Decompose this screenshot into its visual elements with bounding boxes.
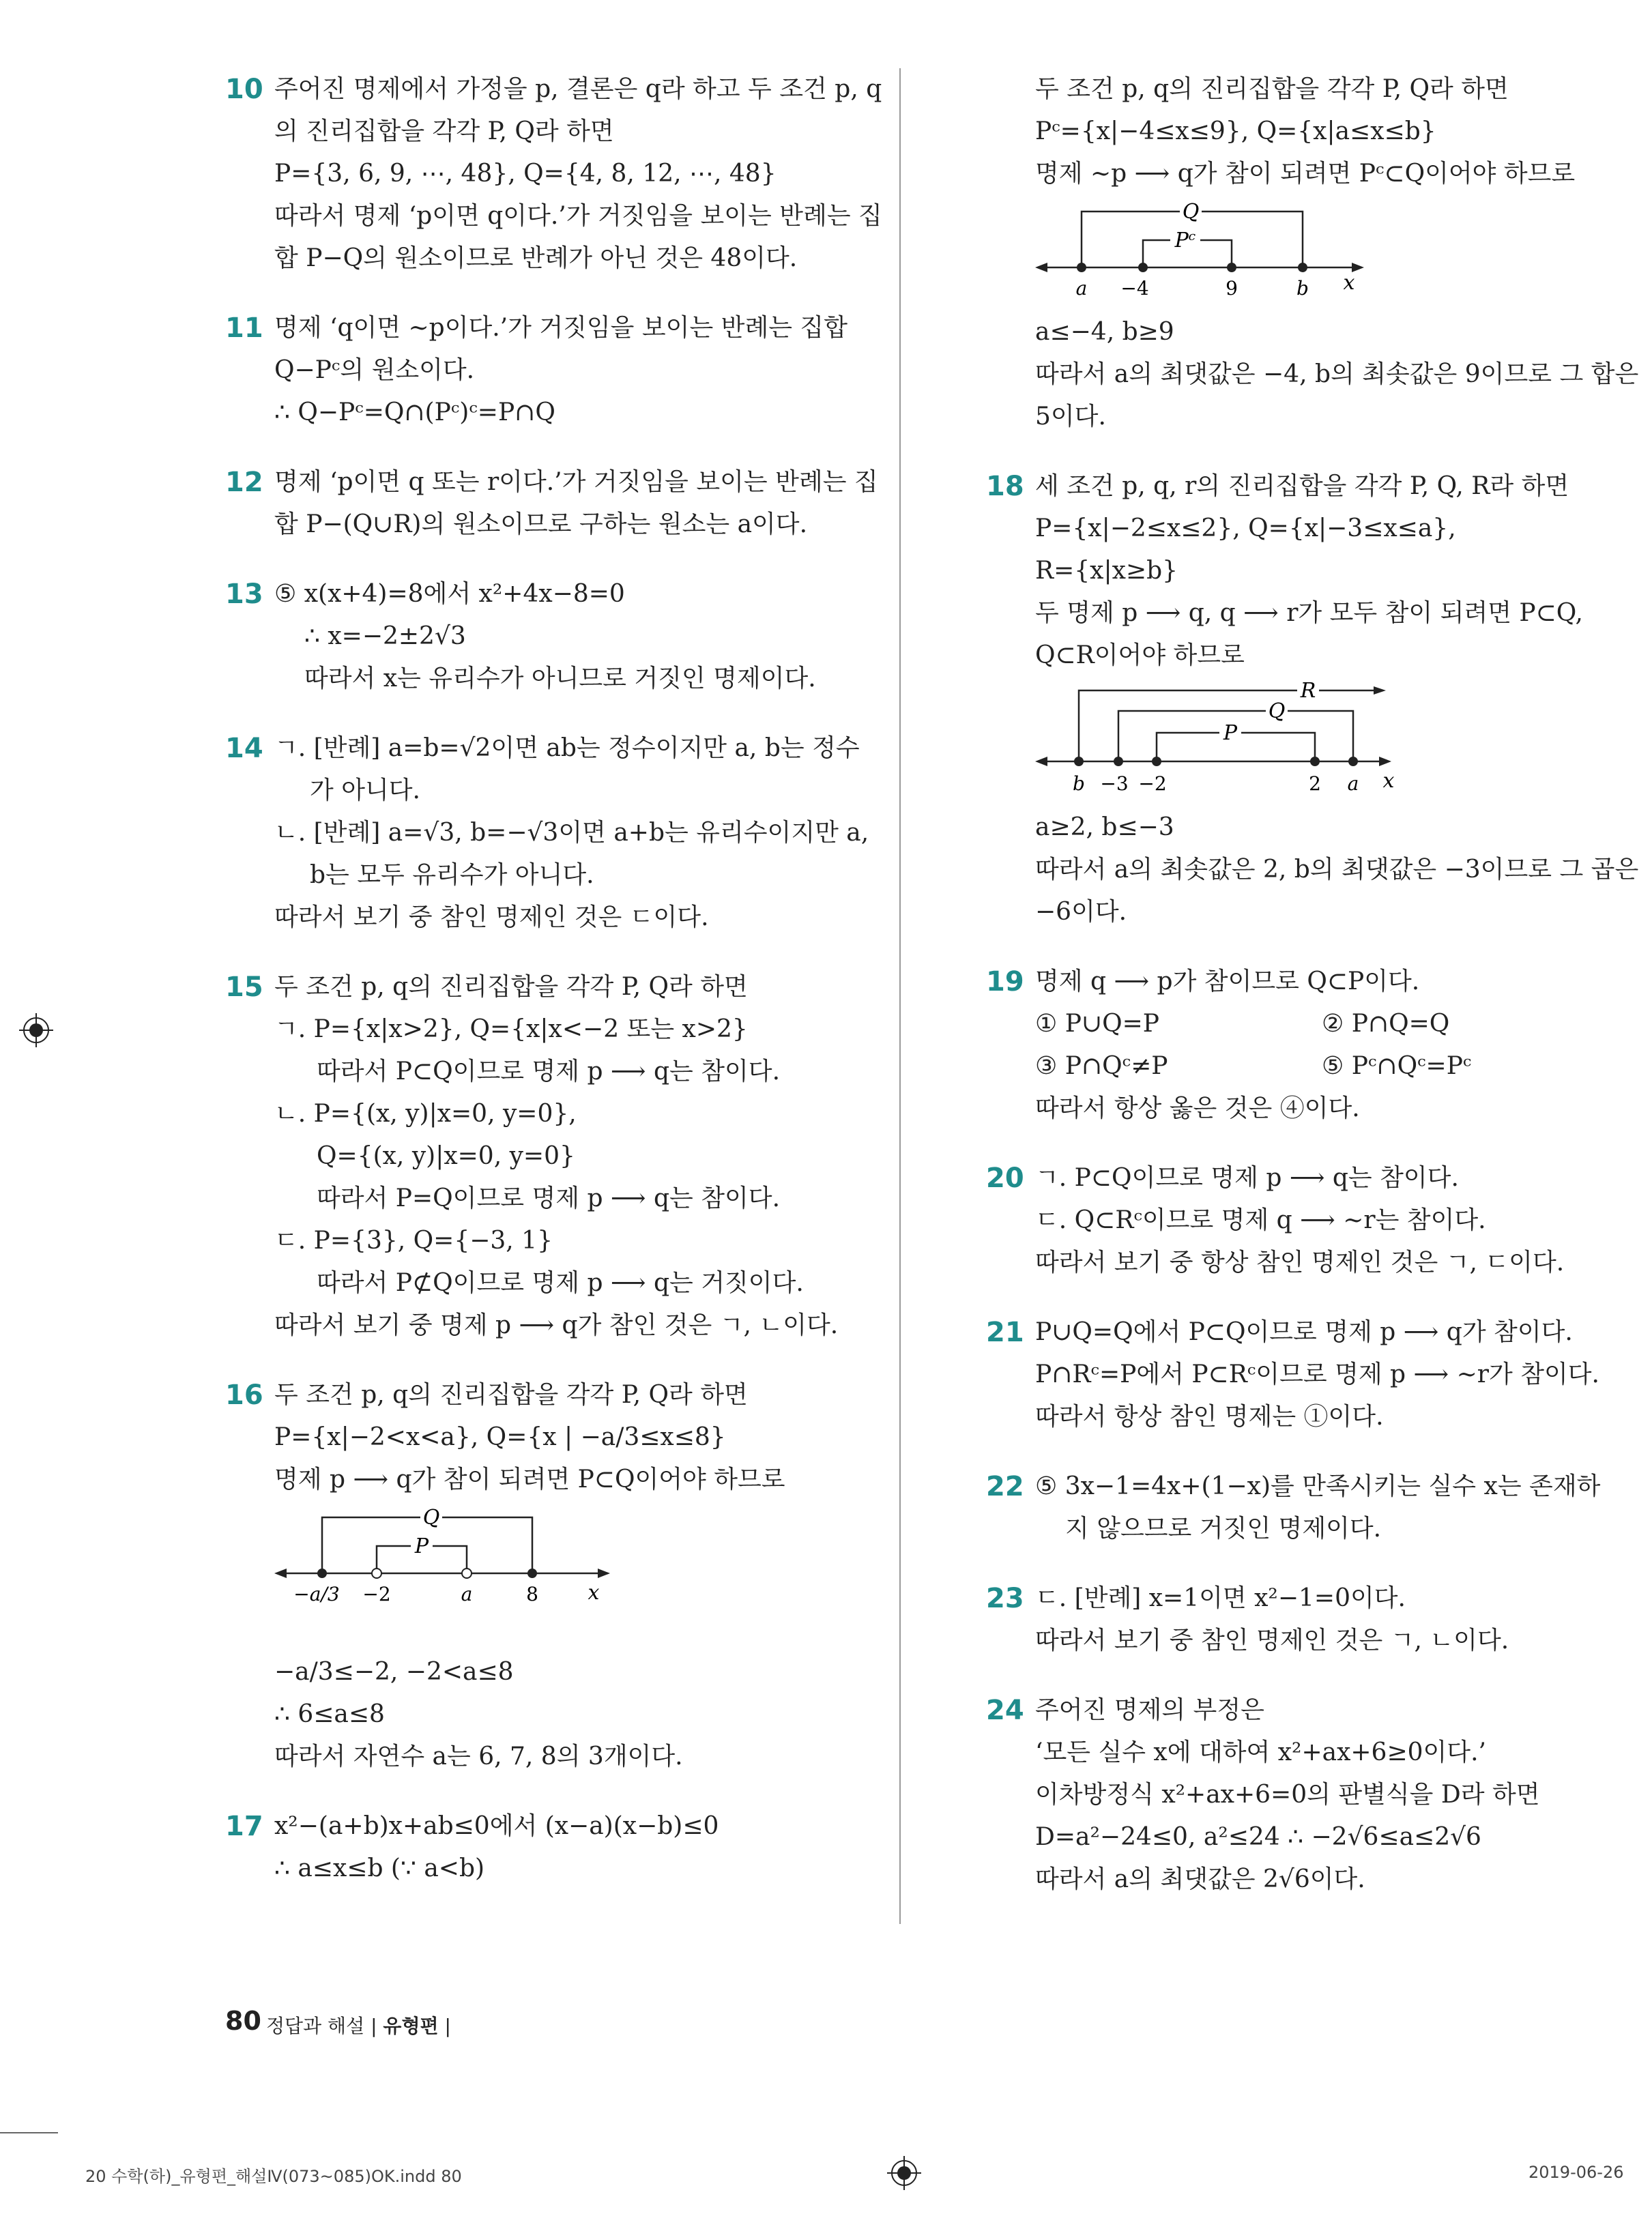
problem-18	[986, 465, 1639, 933]
solution-line: P={x|−2≤x≤2}, Q={x|−3≤x≤a},	[1035, 514, 1456, 542]
solution-line: ⑤ x(x+4)=8에서 x²+4x−8=0	[274, 580, 625, 608]
crop-mark	[0, 2132, 58, 2133]
tick-label: b	[1296, 277, 1309, 300]
solution-line: 두 조건 p, q의 진리집합을 각각 P, Q라 하면	[1035, 75, 1509, 103]
problem-number: 18	[986, 471, 1024, 502]
solution-line: 따라서 P⊂Q이므로 명제 p ⟶ q는 참이다.	[317, 1058, 781, 1085]
set-label-q: Q	[1268, 699, 1286, 723]
problem-15	[225, 966, 867, 1347]
axis-label: x	[1382, 769, 1395, 793]
solution-line: Q⊂R이어야 하므로	[1035, 641, 1245, 669]
solution-line: ㄱ. P={x|x>2}, Q={x|x<−2 또는 x>2}	[274, 1015, 748, 1043]
solution-line: P∪Q=Q에서 P⊂Q이므로 명제 p ⟶ q가 참이다.	[1035, 1318, 1573, 1346]
solution-line: ∴ Q−Pᶜ=Q∩(Pᶜ)ᶜ=P∩Q	[274, 398, 555, 426]
solution-line: 합 P−(Q∪R)의 원소이므로 구하는 원소는 a이다.	[274, 510, 808, 538]
print-slug-filename: 20 수학(하)_유형편_해설Ⅳ(073~085)OK.indd 80	[85, 2167, 462, 2186]
page-number: 80	[225, 2006, 261, 2036]
choice: ① P∪Q=P	[1035, 1010, 1160, 1038]
solution-line: 주어진 명제에서 가정을 p, 결론은 q라 하고 두 조건 p, q	[274, 75, 882, 103]
solution-line: 따라서 자연수 a는 6, 7, 8의 3개이다.	[274, 1743, 683, 1770]
problem-number: 14	[225, 733, 263, 764]
solution-line: a≥2, b≤−3	[1035, 813, 1174, 841]
solution-line: ㄷ. P={3}, Q={−3, 1}	[274, 1227, 553, 1255]
problem-13	[225, 573, 867, 700]
axis-label: x	[1343, 271, 1355, 295]
problem-number: 20	[986, 1163, 1024, 1194]
set-label-q: Q	[422, 1506, 440, 1530]
tick-label: a	[1347, 772, 1359, 795]
solution-line: 따라서 a의 최솟값은 2, b의 최댓값은 −3이므로 그 곱은	[1035, 856, 1639, 884]
solution-line: ㄱ. P⊂Q이므로 명제 p ⟶ q는 참이다.	[1035, 1164, 1459, 1192]
solution-line: P∩Rᶜ=P에서 P⊂Rᶜ이므로 명제 p ⟶ ∼r가 참이다.	[1035, 1360, 1599, 1388]
set-label-pc: Pᶜ	[1174, 229, 1196, 252]
problem-number: 13	[225, 579, 263, 610]
solution-line: 따라서 항상 옳은 것은 ④이다.	[1035, 1094, 1360, 1122]
choice: ② P∩Q=Q	[1322, 1010, 1450, 1038]
number-line-diagram	[1035, 681, 1586, 800]
set-label-q: Q	[1182, 200, 1200, 224]
problem-number: 22	[986, 1471, 1024, 1502]
solution-line: ∴ 6≤a≤8	[274, 1700, 385, 1728]
registration-mark-icon	[19, 1013, 53, 1047]
solution-line: 명제 ‘p이면 q 또는 r이다.’가 거짓임을 보이는 반례는 집	[274, 468, 878, 496]
solution-line: ∴ x=−2±2√3	[304, 622, 466, 650]
solution-line: −a/3≤−2, −2<a≤8	[274, 1658, 514, 1686]
footer-label: 정답과 해설	[266, 2015, 365, 2037]
solution-line: 명제 p ⟶ q가 참이 되려면 P⊂Q이어야 하므로	[274, 1466, 785, 1493]
problem-number: 24	[986, 1695, 1024, 1726]
solution-line: Q={(x, y)|x=0, y=0}	[317, 1142, 575, 1170]
solution-line: −6이다.	[1035, 898, 1127, 926]
print-slug-date: 2019-06-26	[1528, 2163, 1624, 2182]
solution-line: ㄴ. [반례] a=√3, b=−√3이면 a+b는 유리수이지만 a,	[274, 819, 869, 847]
solution-line: 세 조건 p, q, r의 진리집합을 각각 P, Q, R라 하면	[1035, 472, 1569, 500]
solution-line: 따라서 보기 중 명제 p ⟶ q가 참인 것은 ㄱ, ㄴ이다.	[274, 1311, 839, 1339]
solution-line	[1035, 1003, 1586, 1045]
solution-line: 주어진 명제의 부정은	[1035, 1696, 1264, 1724]
solution-line: ㄷ. Q⊂Rᶜ이므로 명제 q ⟶ ∼r는 참이다.	[1035, 1206, 1486, 1234]
set-label-r: R	[1300, 681, 1316, 703]
solution-line: ㄱ. [반례] a=b=√2이면 ab는 정수이지만 a, b는 정수	[274, 734, 860, 762]
tick-label: a	[461, 1583, 473, 1605]
tick-label: 9	[1226, 277, 1238, 300]
solution-line: D=a²−24≤0, a²≤24 ∴ −2√6≤a≤2√6	[1035, 1823, 1481, 1851]
tick-label: b	[1073, 772, 1085, 795]
problem-number: 10	[225, 74, 263, 105]
tick-label: −2	[362, 1583, 391, 1605]
problem-24	[986, 1689, 1586, 1901]
footer-section: 유형편	[383, 2015, 439, 2037]
footer-separator: |	[371, 2015, 377, 2037]
problem-17	[225, 1805, 867, 1890]
solution-line: a≤−4, b≥9	[1035, 318, 1174, 346]
problem-16	[225, 1374, 867, 1778]
solution-line: 명제 ∼p ⟶ q가 참이 되려면 Pᶜ⊂Q이어야 하므로	[1035, 160, 1576, 188]
solution-line: 두 명제 p ⟶ q, q ⟶ r가 모두 참이 되려면 P⊂Q,	[1035, 599, 1583, 627]
solution-line: Pᶜ={x|−4≤x≤9}, Q={x|a≤x≤b}	[1035, 117, 1436, 145]
problem-14	[225, 727, 867, 939]
problem-number: 23	[986, 1583, 1024, 1614]
solution-line: 명제 q ⟶ p가 참이므로 Q⊂P이다.	[1035, 967, 1420, 995]
solution-line: R={x|x≥b}	[1035, 557, 1178, 585]
solution-line: 따라서 보기 중 항상 참인 명제인 것은 ㄱ, ㄷ이다.	[1035, 1249, 1565, 1277]
problem-number: 11	[225, 312, 263, 344]
solution-line: b는 모두 유리수가 아니다.	[310, 861, 594, 889]
solution-line: ㄴ. P={(x, y)|x=0, y=0},	[274, 1100, 577, 1128]
column-divider	[899, 68, 901, 1924]
solution-line: 따라서 P=Q이므로 명제 p ⟶ q는 참이다.	[317, 1184, 781, 1212]
tick-label: a	[1075, 277, 1088, 300]
solution-line: ㄷ. [반례] x=1이면 x²−1=0이다.	[1035, 1584, 1406, 1612]
number-line-diagram	[1035, 199, 1586, 304]
running-footer	[266, 2011, 451, 2039]
problem-number: 15	[225, 972, 263, 1003]
problem-19	[986, 961, 1586, 1130]
problem-20	[986, 1157, 1586, 1284]
registration-mark-icon	[887, 2156, 921, 2190]
solution-line	[1035, 1045, 1586, 1088]
solution-line: 명제 ‘q이면 ∼p이다.’가 거짓임을 보이는 반례는 집합	[274, 314, 847, 342]
number-line-diagram	[274, 1505, 867, 1644]
axis-label: x	[588, 1581, 600, 1605]
solution-line: 따라서 항상 참인 명제는 ①이다.	[1035, 1403, 1384, 1431]
solution-line: 따라서 보기 중 참인 명제인 것은 ㄱ, ㄴ이다.	[1035, 1627, 1509, 1654]
right-column	[986, 68, 1639, 1928]
problem-17-continued	[986, 68, 1639, 438]
tick-label: −4	[1120, 277, 1149, 300]
solution-line: ∴ a≤x≤b (∵ a<b)	[274, 1854, 485, 1882]
solution-line: 가 아니다.	[310, 776, 420, 804]
problem-number: 17	[225, 1811, 263, 1842]
solution-line: Q−Pᶜ의 원소이다.	[274, 356, 475, 384]
tick-label: −2	[1138, 772, 1167, 795]
solution-line: 따라서 a의 최댓값은 2√6이다.	[1035, 1865, 1365, 1893]
problem-12	[225, 461, 878, 546]
problem-22	[986, 1466, 1601, 1550]
solution-line: P={3, 6, 9, ⋯, 48}, Q={4, 8, 12, ⋯, 48}	[274, 160, 777, 188]
solution-line: ⑤ 3x−1=4x+(1−x)를 만족시키는 실수 x는 존재하	[1035, 1472, 1601, 1500]
solution-line: 이차방정식 x²+ax+6=0의 판별식을 D라 하면	[1035, 1781, 1540, 1809]
tick-label: −a/3	[293, 1583, 340, 1605]
problem-21	[986, 1311, 1599, 1438]
problem-number: 19	[986, 966, 1024, 997]
solution-line: 따라서 P⊄Q이므로 명제 p ⟶ q는 거짓이다.	[317, 1269, 804, 1297]
problem-number: 12	[225, 467, 263, 498]
tick-label: −3	[1100, 772, 1129, 795]
footer-separator: |	[444, 2015, 451, 2037]
solution-line: 따라서 a의 최댓값은 −4, b의 최솟값은 9이므로 그 합은	[1035, 360, 1639, 388]
solution-line: 따라서 x는 유리수가 아니므로 거짓인 명제이다.	[304, 665, 816, 692]
problem-23	[986, 1577, 1586, 1662]
solution-line: 합 P−Q의 원소이므로 반례가 아닌 것은 48이다.	[274, 244, 798, 272]
tick-label: 2	[1309, 772, 1321, 795]
solution-line: 두 조건 p, q의 진리집합을 각각 P, Q라 하면	[274, 973, 748, 1001]
solution-line: 5이다.	[1035, 403, 1106, 431]
solution-line: 두 조건 p, q의 진리집합을 각각 P, Q라 하면	[274, 1381, 748, 1409]
set-label-p: P	[1223, 721, 1238, 745]
choice: ③ P∩Qᶜ≠P	[1035, 1052, 1168, 1080]
choice: ⑤ Pᶜ∩Qᶜ=Pᶜ	[1322, 1052, 1472, 1080]
problem-11	[225, 307, 867, 434]
solution-line: P={x|−2<x<a}, Q={x | −a/3≤x≤8}	[274, 1423, 726, 1451]
solution-line: x²−(a+b)x+ab≤0에서 (x−a)(x−b)≤0	[274, 1812, 719, 1840]
problem-number: 21	[986, 1317, 1024, 1348]
solution-line: 지 않으므로 거짓인 명제이다.	[1065, 1515, 1382, 1543]
solution-line: 의 진리집합을 각각 P, Q라 하면	[274, 117, 614, 145]
problem-10	[225, 68, 882, 280]
solution-line: 따라서 명제 ‘p이면 q이다.’가 거짓임을 보이는 반례는 집	[274, 202, 882, 230]
solution-line: ‘모든 실수 x에 대하여 x²+ax+6≥0이다.’	[1035, 1738, 1486, 1766]
problem-number: 16	[225, 1380, 263, 1411]
tick-label: 8	[526, 1583, 538, 1605]
set-label-p: P	[414, 1534, 429, 1558]
left-column	[225, 68, 882, 1917]
solution-line: 따라서 보기 중 참인 명제인 것은 ㄷ이다.	[274, 903, 709, 931]
